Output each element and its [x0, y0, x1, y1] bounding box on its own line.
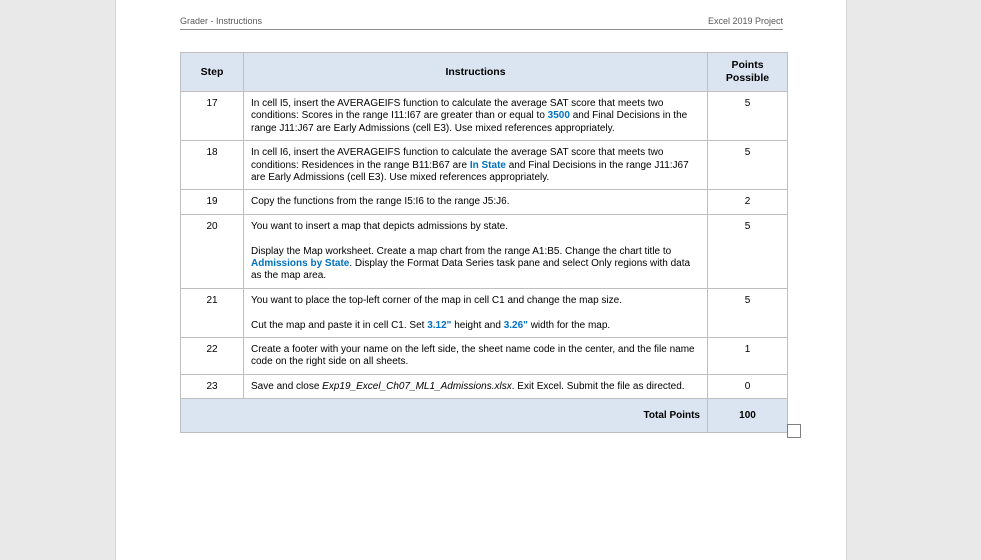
- column-header-instructions: Instructions: [244, 53, 708, 92]
- step-number: 18: [181, 141, 244, 190]
- points-value: 5: [708, 92, 788, 141]
- table-row: [181, 374, 788, 398]
- step-number: 21: [181, 288, 244, 337]
- instruction-text: Save and close Exp19_Excel_Ch07_ML1_Admissions.xlsx. Exit Excel. Submit the file as directed.: [244, 374, 708, 398]
- points-value: 0: [708, 374, 788, 398]
- instruction-text: In cell I6, insert the AVERAGEIFS function to calculate the average SAT score that meets two conditions: Residences in the range B11:B67 are In State and Final Decisions in the range J11:J67 are Early Admissions (cell E3). Use mixed references appropriately.: [244, 141, 708, 190]
- table-row: [181, 141, 788, 190]
- header-right: Excel 2019 Project: [707, 16, 783, 26]
- step-number: 20: [181, 214, 244, 288]
- highlight-value: 3.12": [427, 319, 452, 331]
- step-number: 19: [181, 190, 244, 214]
- instruction-text: Copy the functions from the range I5:I6 to the range J5:J6.: [244, 190, 708, 214]
- document-page: [115, 0, 847, 560]
- highlight-value: 3.26": [503, 319, 528, 331]
- highlight-value: 3500: [547, 110, 570, 122]
- instruction-text: You want to insert a map that depicts admissions by state. Display the Map worksheet. Create a map chart from the range A1:B5. Change the chart title to Admissions by State. Display the Format Data Series task pane and select Only regions with data as the map area.: [244, 214, 708, 288]
- resize-handle[interactable]: [787, 424, 801, 438]
- instruction-text: Create a footer with your name on the left side, the sheet name code in the center, and the file name code on the right side on all sheets.: [244, 338, 708, 375]
- table-row: [181, 338, 788, 375]
- table-row: [181, 288, 788, 337]
- total-value: 100: [708, 399, 788, 433]
- highlight-value: In State: [469, 159, 506, 171]
- header-left: Grader - Instructions: [180, 16, 263, 26]
- points-value: 1: [708, 338, 788, 375]
- table-row: [181, 190, 788, 214]
- total-label: Total Points: [244, 399, 708, 433]
- points-value: 2: [708, 190, 788, 214]
- total-row: [181, 399, 788, 433]
- instructions-table: [180, 52, 788, 433]
- column-header-points: Points Possible: [708, 53, 788, 92]
- page-header: [180, 15, 783, 30]
- points-value: 5: [708, 214, 788, 288]
- step-number: 23: [181, 374, 244, 398]
- points-value: 5: [708, 141, 788, 190]
- table-header-row: [181, 53, 788, 92]
- step-number: 17: [181, 92, 244, 141]
- instruction-text: You want to place the top-left corner of the map in cell C1 and change the map size. Cut the map and paste it in cell C1. Set 3.12" height and 3.26" width for the map.: [244, 288, 708, 337]
- highlight-value: Admissions by State: [251, 258, 350, 270]
- step-number: 22: [181, 338, 244, 375]
- table-row: [181, 92, 788, 141]
- column-header-step: Step: [181, 53, 244, 92]
- instruction-text: In cell I5, insert the AVERAGEIFS function to calculate the average SAT score that meets two conditions: Scores in the range I11:I67 are greater than or equal to 3500 and Final Decisions in the range J11:J67 are Early Admissions (cell E3). Use mixed references appropriately.: [244, 92, 708, 141]
- file-name: Exp19_Excel_Ch07_ML1_Admissions.xlsx: [322, 380, 512, 392]
- table-row: [181, 214, 788, 288]
- points-value: 5: [708, 288, 788, 337]
